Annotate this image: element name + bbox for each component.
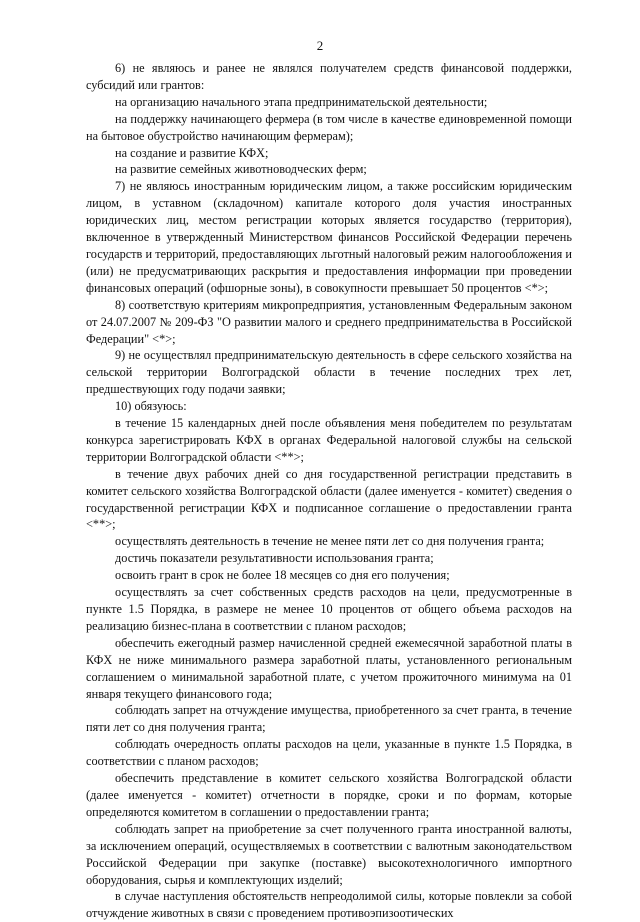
page-number: 2	[316, 38, 324, 53]
paragraph: 6) не являюсь и ранее не являлся получателем средств финансовой поддержки, субсидий или грантов:	[86, 61, 572, 92]
paragraph: обеспечить ежегодный размер начисленной средней ежемесячной заработной платы в КФХ не ниже минимального размера заработной платы, установленного региональным соглашением о минимальной заработной плате, с учетом прожиточного минимума на 01 января текущего финансового года;	[86, 635, 572, 701]
paragraph: на поддержку начинающего фермера (в том числе в качестве единовременной помощи на бытовое обустройство начинающим фермерам);	[86, 111, 572, 143]
paragraph: 9) не осуществлял предпринимательскую деятельность в сфере сельского хозяйства на сельской территории Волгоградской области в течение последних трех лет, предшествующих году подачи заявки;	[86, 348, 572, 397]
paragraph: в течение 15 календарных дней после объявления меня победителем по результатам конкурса зарегистрировать КФХ в органах Федеральной налоговой службы на сельской территории Волгоградской области <**>;	[86, 416, 572, 464]
paragraph: освоить грант в срок не более 18 месяцев со дня его получения;	[115, 568, 450, 583]
paragraph: соблюдать запрет на отчуждение имущества, приобретенного за счет гранта, в течение пяти лет со дня получения гранта;	[86, 703, 572, 735]
paragraph: 8) соответствую критериям микропредприятия, установленным Федеральным законом от 24.07.2007 № 209-ФЗ "О развитии малого и среднего предпринимательства в Российской Федерации" <*>;	[86, 297, 572, 346]
paragraph: достичь показатели результативности использования гранта;	[115, 551, 434, 566]
paragraph: на организацию начального этапа предпринимательской деятельности;	[115, 94, 488, 109]
paragraph: на развитие семейных животноводческих ферм;	[115, 162, 367, 177]
paragraph: обеспечить представление в комитет сельского хозяйства Волгоградской области (далее именуется - комитет) отчетности в порядке, сроки и по формам, которые определяются комитетом в соглашении о предоставлении гранта;	[86, 771, 572, 819]
document-body	[86, 60, 572, 922]
paragraph: 7) не являюсь иностранным юридическим лицом, а также российским юридическим лицом, в уставном (складочном) капитале которого доля участия иностранных юридических лиц, местом регистрации которых является государство (территория), включенное в утвержденный Министерством финансов Российской Федерации перечень государств и территорий, предоставляющих льготный налоговый режим налогообложения и (или) не предусматривающих раскрытия и предоставления информации при проведении финансовых операций (офшорные зоны), в совокупности превышает 50 процентов <*>;	[86, 179, 572, 295]
paragraph: осуществлять за счет собственных средств расходов на цели, предусмотренные в пункте 1.5 Порядка, в размере не менее 10 процентов от общего объема расходов на реализацию бизнес-плана в соответствии с планом расходов;	[86, 585, 572, 633]
paragraph: 10) обязуюсь:	[115, 399, 187, 414]
paragraph: в случае наступления обстоятельств непреодолимой силы, которые повлекли за собой отчуждение животных в связи с проведением противоэпизоотических	[86, 889, 572, 921]
paragraph: осуществлять деятельность в течение не менее пяти лет со дня получения гранта;	[115, 534, 545, 549]
paragraph: соблюдать очередность оплаты расходов на цели, указанные в пункте 1.5 Порядка, в соответствии с планом расходов;	[86, 737, 572, 769]
paragraph: в течение двух рабочих дней со дня государственной регистрации представить в комитет сельского хозяйства Волгоградской области (далее именуется - комитет) сведения о государственной регистрации КФХ и подписанное соглашение о предоставлении гранта <**>;	[86, 466, 572, 532]
paragraph: на создание и развитие КФХ;	[115, 145, 269, 160]
paragraph: соблюдать запрет на приобретение за счет полученного гранта иностранной валюты, за исключением операций, осуществляемых в соответствии с валютным законодательством Российской Федерации при закупке (поставке) высокотехнологичного импортного оборудования, сырья и комплектующих изделий;	[86, 821, 572, 887]
